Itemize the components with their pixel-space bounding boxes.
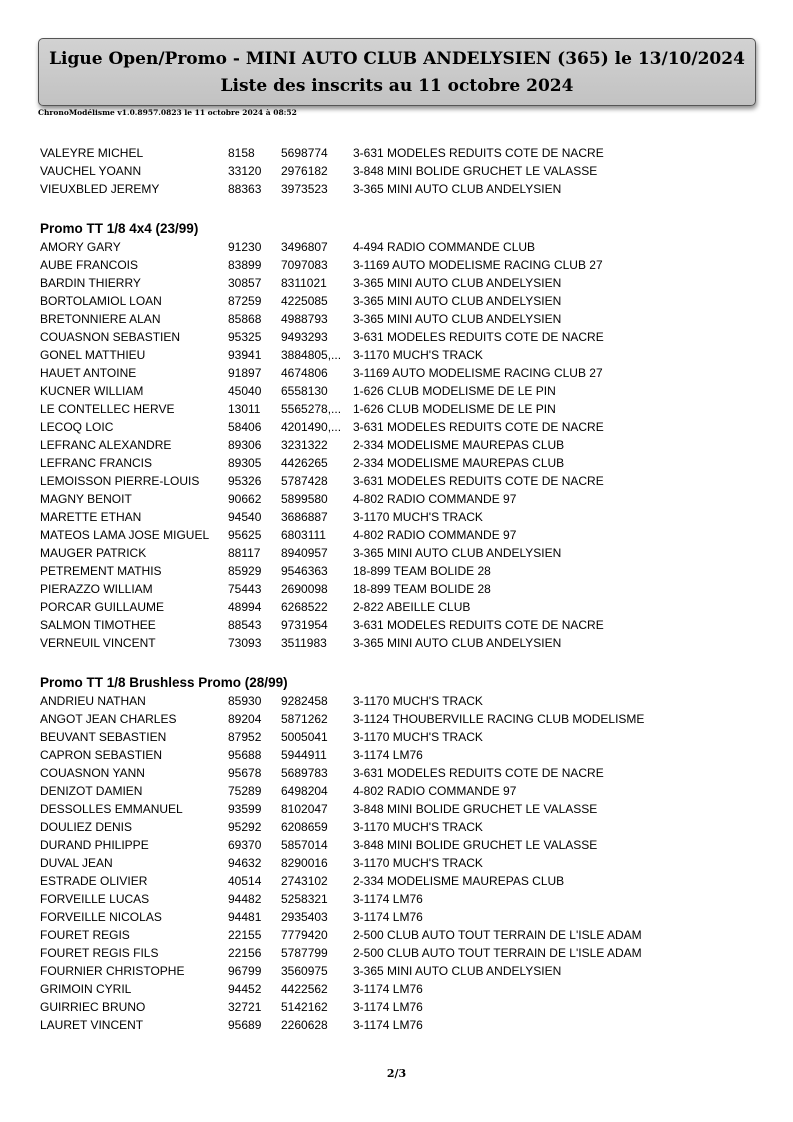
driver-name: DUVAL JEAN <box>40 856 113 870</box>
license-number: 5258321 <box>281 892 328 906</box>
entry-row <box>40 144 760 162</box>
entry-row <box>40 180 760 198</box>
driver-name: MATEOS LAMA JOSE MIGUEL <box>40 528 210 542</box>
entry-row <box>40 854 760 872</box>
club-name: 3-1174 LM76 <box>353 1000 423 1014</box>
license-number: 5871262 <box>281 712 328 726</box>
license-number: 9731954 <box>281 618 328 632</box>
driver-name: CAPRON SEBASTIEN <box>40 748 163 762</box>
driver-name: FORVEILLE LUCAS <box>40 892 150 906</box>
driver-number: 90662 <box>228 492 262 506</box>
club-name: 3-365 MINI AUTO CLUB ANDELYSIEN <box>353 964 562 978</box>
driver-number: 94481 <box>228 910 262 924</box>
license-number: 3560975 <box>281 964 328 978</box>
driver-number: 91897 <box>228 366 262 380</box>
entry-row <box>40 728 760 746</box>
license-number: 5857014 <box>281 838 328 852</box>
license-number: 3884805,... <box>281 348 342 362</box>
driver-name: BRETONNIERE ALAN <box>40 312 161 326</box>
license-number: 6208659 <box>281 820 328 834</box>
driver-number: 85929 <box>228 564 262 578</box>
license-number: 6558130 <box>281 384 328 398</box>
driver-number: 83899 <box>228 258 262 272</box>
club-name: 3-1170 MUCH'S TRACK <box>353 348 483 362</box>
entry-row <box>40 364 760 382</box>
driver-number: 13011 <box>228 402 261 416</box>
entry-row <box>40 472 760 490</box>
driver-number: 48994 <box>228 600 262 614</box>
driver-number: 89204 <box>228 712 262 726</box>
license-number: 7097083 <box>281 258 328 272</box>
driver-number: 95688 <box>228 748 262 762</box>
driver-name: ANDRIEU NATHAN <box>40 694 146 708</box>
club-name: 18-899 TEAM BOLIDE 28 <box>353 564 491 578</box>
driver-number: 93599 <box>228 802 262 816</box>
license-number: 5005041 <box>281 730 328 744</box>
driver-name: LECOQ LOIC <box>40 420 114 434</box>
driver-number: 88117 <box>228 546 261 560</box>
driver-number: 95292 <box>228 820 262 834</box>
club-name: 3-365 MINI AUTO CLUB ANDELYSIEN <box>353 312 562 326</box>
license-number: 2260628 <box>281 1018 328 1032</box>
driver-name: MAUGER PATRICK <box>40 546 147 560</box>
driver-number: 94482 <box>228 892 262 906</box>
driver-name: MARETTE ETHAN <box>40 510 142 524</box>
driver-name: SALMON TIMOTHEE <box>40 618 156 632</box>
club-name: 3-631 MODELES REDUITS COTE DE NACRE <box>353 618 604 632</box>
driver-name: FOURET REGIS FILS <box>40 946 159 960</box>
driver-name: FOURET REGIS <box>40 928 130 942</box>
entry-row <box>40 1016 760 1034</box>
driver-number: 8158 <box>228 146 255 160</box>
driver-number: 58406 <box>228 420 262 434</box>
club-name: 4-802 RADIO COMMANDE 97 <box>353 492 517 506</box>
driver-name: MAGNY BENOIT <box>40 492 132 506</box>
license-number: 3973523 <box>281 182 328 196</box>
license-number: 5565278,... <box>281 402 342 416</box>
license-number: 4674806 <box>281 366 328 380</box>
license-number: 4426265 <box>281 456 328 470</box>
entry-list <box>40 144 760 1034</box>
driver-number: 94632 <box>228 856 262 870</box>
driver-name: LAURET VINCENT <box>40 1018 144 1032</box>
club-name: 3-848 MINI BOLIDE GRUCHET LE VALASSE <box>353 802 598 816</box>
driver-name: GRIMOIN CYRIL <box>40 982 132 996</box>
driver-number: 69370 <box>228 838 262 852</box>
license-number: 5689783 <box>281 766 328 780</box>
driver-name: PORCAR GUILLAUME <box>40 600 165 614</box>
entry-row <box>40 508 760 526</box>
club-name: 3-848 MINI BOLIDE GRUCHET LE VALASSE <box>353 164 598 178</box>
driver-number: 89305 <box>228 456 262 470</box>
driver-name: BEUVANT SEBASTIEN <box>40 730 167 744</box>
entry-row <box>40 710 760 728</box>
club-name: 3-1124 THOUBERVILLE RACING CLUB MODELISME <box>353 712 645 726</box>
driver-name: LE CONTELLEC HERVE <box>40 402 175 416</box>
entry-row <box>40 328 760 346</box>
driver-name: ESTRADE OLIVIER <box>40 874 148 888</box>
driver-name: HAUET ANTOINE <box>40 366 137 380</box>
entry-row <box>40 490 760 508</box>
entry-row <box>40 580 760 598</box>
club-name: 3-631 MODELES REDUITS COTE DE NACRE <box>353 766 604 780</box>
license-number: 4988793 <box>281 312 328 326</box>
club-name: 3-631 MODELES REDUITS COTE DE NACRE <box>353 146 604 160</box>
license-number: 9546363 <box>281 564 328 578</box>
driver-number: 89306 <box>228 438 262 452</box>
license-number: 5944911 <box>281 748 327 762</box>
license-number: 7779420 <box>281 928 328 942</box>
club-name: 3-365 MINI AUTO CLUB ANDELYSIEN <box>353 636 562 650</box>
entry-row <box>40 836 760 854</box>
entry-row <box>40 382 760 400</box>
driver-number: 85868 <box>228 312 262 326</box>
entry-row <box>40 944 760 962</box>
driver-number: 94452 <box>228 982 262 996</box>
entry-row <box>40 238 760 256</box>
driver-number: 30857 <box>228 276 262 290</box>
club-name: 3-365 MINI AUTO CLUB ANDELYSIEN <box>353 182 562 196</box>
club-name: 3-365 MINI AUTO CLUB ANDELYSIEN <box>353 276 562 290</box>
generator-note: ChronoModélisme v1.0.8957.0823 le 11 octobre 2024 à 08:52 <box>38 108 297 117</box>
license-number: 3686887 <box>281 510 328 524</box>
entry-row <box>40 692 760 710</box>
club-name: 3-631 MODELES REDUITS COTE DE NACRE <box>353 330 604 344</box>
driver-number: 75443 <box>228 582 262 596</box>
entry-row <box>40 526 760 544</box>
header-title: Ligue Open/Promo - MINI AUTO CLUB ANDELYSIEN (365) le 13/10/2024 <box>49 49 745 69</box>
driver-number: 88543 <box>228 618 262 632</box>
club-name: 18-899 TEAM BOLIDE 28 <box>353 582 491 596</box>
driver-name: DOULIEZ DENIS <box>40 820 133 834</box>
entry-row <box>40 400 760 418</box>
header-subtitle: Liste des inscrits au 11 octobre 2024 <box>220 76 574 96</box>
driver-number: 96799 <box>228 964 262 978</box>
driver-name: VERNEUIL VINCENT <box>40 636 156 650</box>
club-name: 4-802 RADIO COMMANDE 97 <box>353 528 517 542</box>
license-number: 6803111 <box>281 528 326 542</box>
driver-name: AMORY GARY <box>40 240 121 254</box>
driver-number: 45040 <box>228 384 262 398</box>
driver-number: 91230 <box>228 240 262 254</box>
club-name: 2-500 CLUB AUTO TOUT TERRAIN DE L'ISLE ADAM <box>353 946 642 960</box>
driver-number: 95325 <box>228 330 262 344</box>
driver-number: 75289 <box>228 784 262 798</box>
club-name: 3-631 MODELES REDUITS COTE DE NACRE <box>353 474 604 488</box>
driver-name: VIEUXBLED JEREMY <box>40 182 160 196</box>
driver-number: 32721 <box>228 1000 262 1014</box>
entry-row <box>40 764 760 782</box>
entry-row <box>40 598 760 616</box>
license-number: 3496807 <box>281 240 328 254</box>
license-number: 4201490,... <box>281 420 342 434</box>
club-name: 4-802 RADIO COMMANDE 97 <box>353 784 517 798</box>
license-number: 2935403 <box>281 910 328 924</box>
driver-number: 95678 <box>228 766 262 780</box>
driver-name: PETREMENT MATHIS <box>40 564 162 578</box>
driver-name: DURAND PHILIPPE <box>40 838 149 852</box>
driver-name: LEFRANC ALEXANDRE <box>40 438 172 452</box>
license-number: 5899580 <box>281 492 328 506</box>
driver-name: ANGOT JEAN CHARLES <box>40 712 177 726</box>
driver-name: FOURNIER CHRISTOPHE <box>40 964 185 978</box>
driver-number: 33120 <box>228 164 262 178</box>
driver-number: 95689 <box>228 1018 262 1032</box>
club-name: 3-1169 AUTO MODELISME RACING CLUB 27 <box>353 366 603 380</box>
driver-number: 87259 <box>228 294 262 308</box>
license-number: 9493293 <box>281 330 328 344</box>
driver-name: COUASNON YANN <box>40 766 145 780</box>
entry-row <box>40 292 760 310</box>
section-title: Promo TT 1/8 4x4 (23/99) <box>40 221 199 236</box>
club-name: 3-1170 MUCH'S TRACK <box>353 856 483 870</box>
club-name: 3-631 MODELES REDUITS COTE DE NACRE <box>353 420 604 434</box>
entry-row <box>40 908 760 926</box>
entry-row <box>40 998 760 1016</box>
section-title: Promo TT 1/8 Brushless Promo (28/99) <box>40 675 288 690</box>
license-number: 4422562 <box>281 982 328 996</box>
license-number: 5787799 <box>281 946 328 960</box>
club-name: 3-1170 MUCH'S TRACK <box>353 510 483 524</box>
license-number: 9282458 <box>281 694 328 708</box>
club-name: 3-1169 AUTO MODELISME RACING CLUB 27 <box>353 258 603 272</box>
driver-name: LEFRANC FRANCIS <box>40 456 153 470</box>
entry-row <box>40 454 760 472</box>
license-number: 3511983 <box>281 636 327 650</box>
license-number: 8311021 <box>281 276 327 290</box>
license-number: 6268522 <box>281 600 328 614</box>
driver-name: KUCNER WILLIAM <box>40 384 144 398</box>
license-number: 2976182 <box>281 164 328 178</box>
driver-name: VALEYRE MICHEL <box>40 146 144 160</box>
entry-row <box>40 800 760 818</box>
driver-number: 73093 <box>228 636 262 650</box>
driver-number: 95625 <box>228 528 262 542</box>
club-name: 4-494 RADIO COMMANDE CLUB <box>353 240 536 254</box>
club-name: 2-334 MODELISME MAUREPAS CLUB <box>353 438 565 452</box>
license-number: 8102047 <box>281 802 328 816</box>
driver-name: BARDIN THIERRY <box>40 276 141 290</box>
driver-name: GUIRRIEC BRUNO <box>40 1000 146 1014</box>
entry-row <box>40 962 760 980</box>
driver-number: 22156 <box>228 946 262 960</box>
driver-number: 22155 <box>228 928 262 942</box>
club-name: 1-626 CLUB MODELISME DE LE PIN <box>353 402 556 416</box>
club-name: 3-365 MINI AUTO CLUB ANDELYSIEN <box>353 546 562 560</box>
club-name: 3-1174 LM76 <box>353 910 423 924</box>
driver-name: VAUCHEL YOANN <box>40 164 142 178</box>
club-name: 3-365 MINI AUTO CLUB ANDELYSIEN <box>353 294 562 308</box>
club-name: 3-1174 LM76 <box>353 892 423 906</box>
entry-row <box>40 436 760 454</box>
club-name: 3-1174 LM76 <box>353 748 423 762</box>
entry-row <box>40 818 760 836</box>
license-number: 3231322 <box>281 438 328 452</box>
entry-row <box>40 980 760 998</box>
driver-name: LEMOISSON PIERRE-LOUIS <box>40 474 200 488</box>
license-number: 2743102 <box>281 874 328 888</box>
driver-name: FORVEILLE NICOLAS <box>40 910 162 924</box>
club-name: 3-1170 MUCH'S TRACK <box>353 820 483 834</box>
club-name: 2-500 CLUB AUTO TOUT TERRAIN DE L'ISLE ADAM <box>353 928 642 942</box>
driver-name: GONEL MATTHIEU <box>40 348 146 362</box>
license-number: 8940957 <box>281 546 328 560</box>
license-number: 2690098 <box>281 582 328 596</box>
entry-row <box>40 746 760 764</box>
document-header <box>38 38 756 106</box>
club-name: 3-848 MINI BOLIDE GRUCHET LE VALASSE <box>353 838 598 852</box>
entry-row <box>40 634 760 652</box>
club-name: 1-626 CLUB MODELISME DE LE PIN <box>353 384 556 398</box>
entry-row <box>40 782 760 800</box>
license-number: 4225085 <box>281 294 328 308</box>
driver-name: AUBE FRANCOIS <box>40 258 139 272</box>
club-name: 2-822 ABEILLE CLUB <box>353 600 471 614</box>
license-number: 5787428 <box>281 474 328 488</box>
license-number: 8290016 <box>281 856 328 870</box>
driver-name: COUASNON SEBASTIEN <box>40 330 181 344</box>
driver-number: 87952 <box>228 730 262 744</box>
driver-name: DENIZOT DAMIEN <box>40 784 143 798</box>
driver-number: 40514 <box>228 874 262 888</box>
entry-row <box>40 418 760 436</box>
license-number: 5142162 <box>281 1000 328 1014</box>
driver-number: 94540 <box>228 510 262 524</box>
club-name: 3-1170 MUCH'S TRACK <box>353 694 483 708</box>
club-name: 3-1174 LM76 <box>353 1018 423 1032</box>
entry-row <box>40 544 760 562</box>
license-number: 6498204 <box>281 784 328 798</box>
driver-name: PIERAZZO WILLIAM <box>40 582 153 596</box>
driver-number: 88363 <box>228 182 262 196</box>
entry-row <box>40 926 760 944</box>
entry-row <box>40 872 760 890</box>
entry-row <box>40 616 760 634</box>
page-number: 2/3 <box>386 1067 407 1080</box>
driver-name: DESSOLLES EMMANUEL <box>40 802 183 816</box>
entry-row <box>40 562 760 580</box>
entry-row <box>40 162 760 180</box>
club-name: 2-334 MODELISME MAUREPAS CLUB <box>353 874 565 888</box>
club-name: 3-1174 LM76 <box>353 982 423 996</box>
entry-row <box>40 890 760 908</box>
entry-row <box>40 346 760 364</box>
entry-row <box>40 256 760 274</box>
entry-row <box>40 310 760 328</box>
driver-number: 95326 <box>228 474 262 488</box>
license-number: 5698774 <box>281 146 328 160</box>
driver-number: 93941 <box>228 348 262 362</box>
driver-name: BORTOLAMIOL LOAN <box>40 294 162 308</box>
club-name: 2-334 MODELISME MAUREPAS CLUB <box>353 456 565 470</box>
driver-number: 85930 <box>228 694 262 708</box>
entry-row <box>40 274 760 292</box>
club-name: 3-1170 MUCH'S TRACK <box>353 730 483 744</box>
